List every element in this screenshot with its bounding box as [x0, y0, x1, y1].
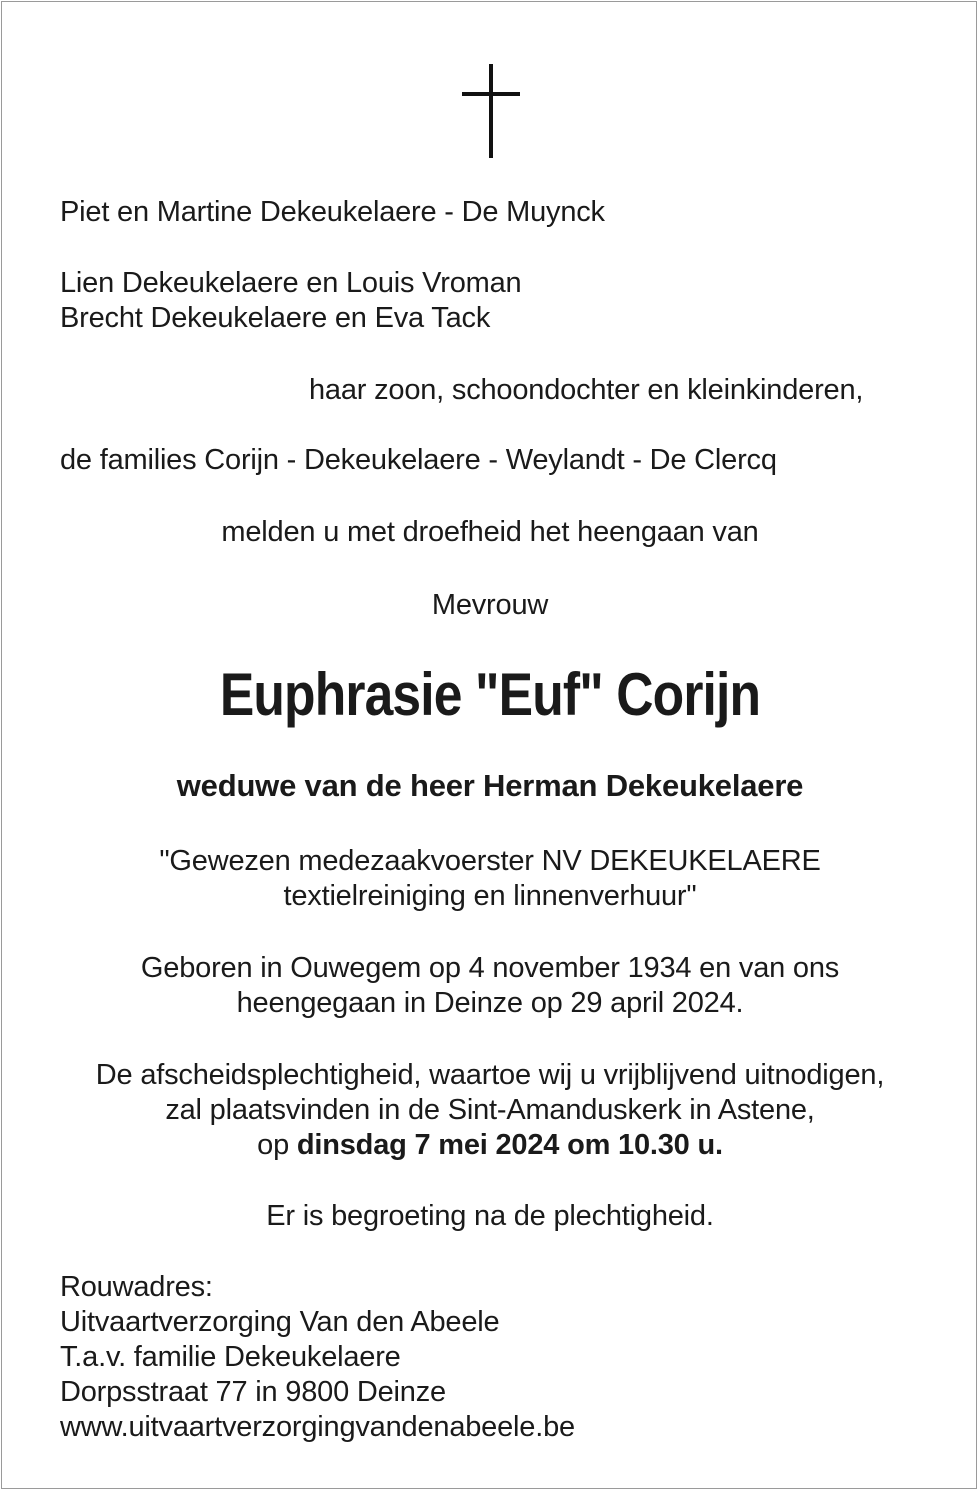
greeting: Er is begroeting na de plechtigheid. — [266, 1200, 714, 1232]
cross-icon — [462, 64, 520, 158]
address-line-1: Uitvaartverzorging Van den Abeele — [60, 1306, 500, 1338]
deceased-name: Euphrasie "Euf" Corijn — [219, 661, 761, 728]
website-link[interactable]: www.uitvaartverzorgingvandenabeele.be — [60, 1411, 575, 1443]
ceremony-prefix: op — [257, 1129, 297, 1161]
dates-line-1: Geboren in Ouwegem op 4 november 1934 en van ons — [140, 952, 840, 984]
ceremony-line-2: zal plaatsvinden in de Sint-Amanduskerk in Astene, — [165, 1094, 815, 1126]
ceremony-line-3 — [0, 1128, 980, 1163]
ceremony-line-1: De afscheidsplechtigheid, waartoe wij u vrijblijvend uitnodigen, — [95, 1059, 885, 1091]
announcement: melden u met droefheid het heengaan van — [221, 516, 759, 548]
families-line: de families Corijn - Dekeukelaere - Weylandt - De Clercq — [60, 444, 777, 476]
address-line-3: Dorpsstraat 77 in 9800 Deinze — [60, 1376, 446, 1408]
title-mevrouw: Mevrouw — [431, 589, 549, 621]
family-relation: haar zoon, schoondochter en kleinkinderen, — [309, 374, 864, 406]
address-line-2: T.a.v. familie Dekeukelaere — [60, 1341, 401, 1373]
family-line-2: Lien Dekeukelaere en Louis Vroman — [60, 267, 522, 299]
widow-of: weduwe van de heer Herman Dekeukelaere — [176, 768, 804, 803]
dates-line-2: heengegaan in Deinze op 29 april 2024. — [236, 987, 744, 1019]
ceremony-datetime: dinsdag 7 mei 2024 om 10.30 u. — [296, 1129, 723, 1161]
occupation-line-1: "Gewezen medezaakvoerster NV DEKEUKELAERE — [159, 845, 821, 877]
occupation-line-2: textielreiniging en linnenverhuur" — [283, 880, 697, 912]
family-line-1: Piet en Martine Dekeukelaere - De Muynck — [60, 196, 605, 228]
address-label: Rouwadres: — [60, 1271, 213, 1303]
family-line-3: Brecht Dekeukelaere en Eva Tack — [60, 302, 491, 334]
